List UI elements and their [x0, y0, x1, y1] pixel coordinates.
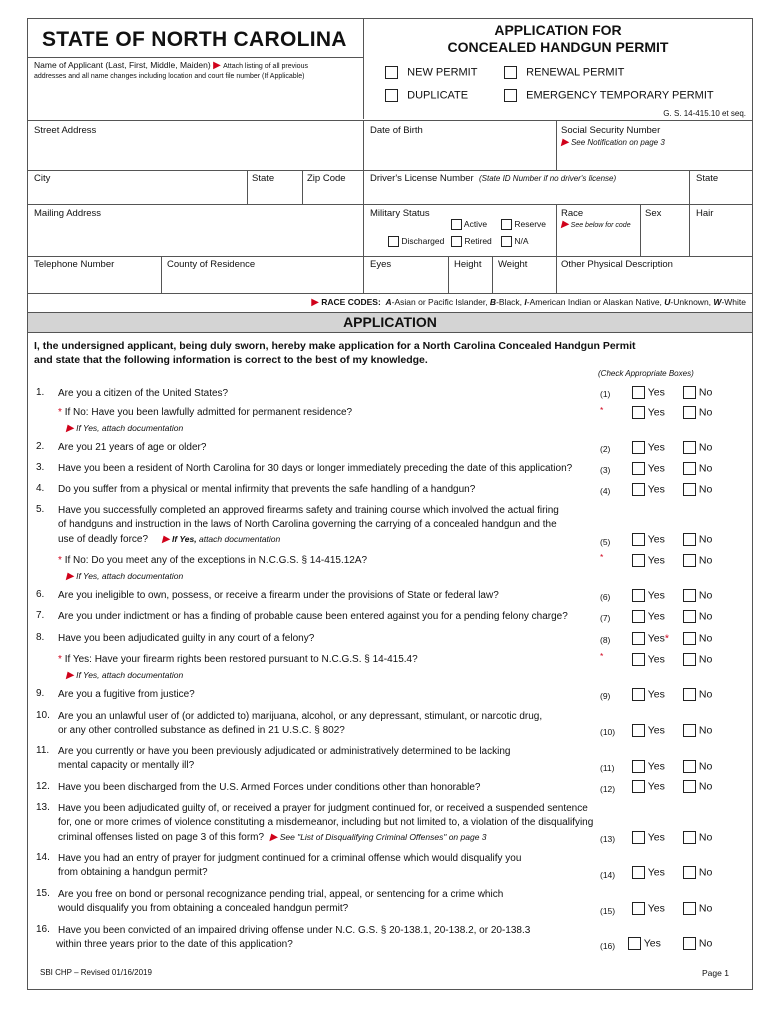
question-code: (3)	[600, 465, 611, 475]
question-code: *	[600, 651, 604, 661]
question-text: Have you had an entry of prayer for judgment continued for a criminal offense which would disqualify you	[58, 853, 522, 864]
checkbox[interactable]	[632, 589, 645, 602]
asterisk: *	[58, 555, 62, 566]
question-text: would disqualify you from obtaining a concealed handgun permit?	[58, 903, 349, 914]
question-code: (6)	[600, 592, 611, 602]
checkbox[interactable]	[632, 688, 645, 701]
checkbox[interactable]	[683, 462, 696, 475]
checkbox[interactable]	[683, 632, 696, 645]
grid-line	[689, 170, 690, 256]
sex-label: Sex	[645, 208, 662, 219]
grid-line	[302, 170, 303, 204]
checkbox[interactable]	[632, 724, 645, 737]
question-code: (2)	[600, 444, 611, 454]
checkbox[interactable]	[683, 610, 696, 623]
checkbox[interactable]	[683, 937, 696, 950]
question-text: * If Yes: Have your firearm rights been restored pursuant to N.C.G.S. § 14-415.4?	[58, 654, 418, 665]
question-text: mental capacity or mentally ill?	[58, 760, 195, 771]
no-option[interactable]: No	[683, 724, 712, 737]
checkbox[interactable]	[632, 632, 645, 645]
question-code: (14)	[600, 870, 616, 880]
grid-line	[363, 120, 364, 293]
mil-discharged[interactable]: Discharged	[388, 236, 444, 247]
question-code: (16)	[600, 941, 616, 951]
name-label: Name of Applicant (Last, First, Middle, Maiden) ▶ Attach listing of all previous	[34, 60, 308, 71]
grid-line	[448, 256, 449, 293]
intro-line1: I, the undersigned applicant, being duly sworn, hereby make application for a North Carolina Concealed Handgun Permit	[34, 340, 636, 352]
mil-reserve[interactable]: Reserve	[501, 219, 546, 230]
question-number: 13.	[36, 802, 50, 813]
permit-new[interactable]: NEW PERMIT	[385, 66, 477, 79]
yes-option[interactable]: Yes*	[632, 632, 669, 645]
ssn-label: Social Security Number	[561, 125, 661, 136]
question-number: 3.	[36, 462, 45, 473]
mailing-label: Mailing Address	[34, 208, 102, 219]
no-option[interactable]: No	[683, 554, 712, 567]
mil-retired[interactable]: Retired	[451, 236, 492, 247]
question-code: (13)	[600, 834, 616, 844]
checkbox[interactable]	[683, 386, 696, 399]
checkbox[interactable]	[632, 386, 645, 399]
other-desc-label: Other Physical Description	[561, 259, 673, 270]
no-option[interactable]: No	[683, 902, 712, 915]
intro-line2: and state that the following information is correct to the best of my knowledge.	[34, 354, 428, 366]
question-code: (4)	[600, 486, 611, 496]
checkbox[interactable]	[632, 483, 645, 496]
state-label: State	[252, 173, 275, 184]
name-note: addresses and all name changes including location and court file number (If Applicable)	[34, 73, 305, 80]
permit-emergency[interactable]: EMERGENCY TEMPORARY PERMIT	[504, 89, 714, 102]
no-option[interactable]: No	[683, 441, 712, 454]
checkbox[interactable]	[683, 554, 696, 567]
checkbox[interactable]	[632, 533, 645, 546]
question-code: (1)	[600, 389, 611, 399]
question-code: (12)	[600, 784, 616, 794]
question-code: (5)	[600, 537, 611, 547]
question-text: of handguns and instruction in the laws of North Carolina governing the carrying of a concealed handgun and the	[58, 519, 557, 530]
checkbox[interactable]	[683, 866, 696, 879]
yes-option[interactable]: Yes	[632, 688, 665, 701]
permit-duplicate[interactable]: DUPLICATE	[385, 89, 468, 102]
checkbox[interactable]	[683, 483, 696, 496]
question-text: Are you under indictment or has a finding of probable cause been entered against you for a pending felony charge?	[58, 611, 568, 622]
question-code: (10)	[600, 727, 616, 737]
checkbox[interactable]	[385, 89, 398, 102]
permit-renewal[interactable]: RENEWAL PERMIT	[504, 66, 624, 79]
checkbox[interactable]	[683, 688, 696, 701]
checkbox[interactable]	[632, 780, 645, 793]
checkbox[interactable]	[632, 760, 645, 773]
grid-line	[161, 256, 162, 293]
no-option[interactable]: No	[683, 760, 712, 773]
street-label: Street Address	[34, 125, 97, 136]
checkbox[interactable]	[632, 462, 645, 475]
checkbox[interactable]	[504, 89, 517, 102]
grid-line	[27, 170, 753, 171]
yes-option[interactable]: Yes	[632, 533, 665, 546]
city-label: City	[34, 173, 51, 184]
question-number: 10.	[36, 710, 50, 721]
no-option[interactable]: No	[683, 688, 712, 701]
yes-option[interactable]: Yes	[632, 386, 665, 399]
eyes-label: Eyes	[370, 259, 392, 270]
question-number: 2.	[36, 441, 45, 452]
question-text: Do you suffer from a physical or mental infirmity that prevents the safe handling of a handgun?	[58, 484, 476, 495]
checkbox[interactable]	[683, 533, 696, 546]
question-text: or any other controlled substance as defined in 21 U.S.C. § 802?	[58, 725, 345, 736]
asterisk: *	[58, 654, 62, 665]
asterisk: *	[58, 407, 62, 418]
hair-label: Hair	[696, 208, 714, 219]
revision-note: SBI CHP – Revised 01/16/2019	[40, 968, 152, 977]
ssn-note: ▶ See Notification on page 3	[561, 137, 665, 148]
arrow-icon: ▶	[66, 571, 74, 582]
no-option[interactable]: No	[683, 866, 712, 879]
question-number: 6.	[36, 589, 45, 600]
yes-option[interactable]: Yes	[628, 937, 661, 950]
yes-option[interactable]: Yes	[632, 902, 665, 915]
question-number: 16.	[36, 924, 50, 935]
no-option[interactable]: No	[683, 406, 712, 419]
grid-line	[27, 256, 753, 257]
question-number: 15.	[36, 888, 50, 899]
question-text: Have you been adjudicated guilty of, or received a prayer for judgment continued for, or received a suspended sentence	[58, 803, 588, 814]
question-text: Are you 21 years of age or older?	[58, 442, 207, 453]
attach-note: ▶ If Yes, attach documentation	[66, 423, 184, 434]
arrow-icon: ▶	[311, 297, 319, 308]
question-text: Have you successfully completed an approved firearms safety and training course which involved the actual firing	[58, 505, 559, 516]
arrow-icon: ▶	[561, 137, 569, 148]
race-label: Race	[561, 208, 584, 219]
question-code: (8)	[600, 635, 611, 645]
arrow-icon: ▶	[213, 60, 221, 71]
no-option[interactable]: No	[683, 483, 712, 496]
question-text: Are you an unlawful user of (or addicted to) marijuana, alcohol, or any depressant, stimulant, or narcotic drug,	[58, 711, 543, 722]
attach-note: ▶ If Yes, attach documentation	[66, 670, 184, 681]
dl-label: Driver's License Number (State ID Number if no driver's license)	[370, 173, 617, 184]
question-number: 5.	[36, 504, 45, 515]
yes-option[interactable]: Yes	[632, 406, 665, 419]
yes-option[interactable]: Yes	[632, 831, 665, 844]
zip-label: Zip Code	[307, 173, 346, 184]
asterisk: *	[664, 632, 669, 645]
no-option[interactable]: No	[683, 462, 712, 475]
question-text: Have you been a resident of North Carolina for 30 days or longer immediately preceding the date of this application?	[58, 463, 573, 474]
question-text: * If No: Have you been lawfully admitted for permanent residence?	[58, 407, 353, 418]
checkbox[interactable]	[683, 653, 696, 666]
grid-line	[27, 293, 753, 294]
attach-note: ▶ If Yes, attach documentation	[66, 571, 184, 582]
checkbox[interactable]	[632, 610, 645, 623]
checkbox[interactable]	[632, 866, 645, 879]
question-text: Are you free on bond or personal recognizance pending trial, appeal, or sentencing for a crime which	[58, 889, 504, 900]
checkbox[interactable]	[683, 902, 696, 915]
no-option[interactable]: No	[683, 831, 712, 844]
yes-option[interactable]: Yes	[632, 610, 665, 623]
checkbox[interactable]	[632, 831, 645, 844]
no-option[interactable]: No	[683, 780, 712, 793]
question-code: (9)	[600, 691, 611, 701]
mil-active[interactable]: Active	[451, 219, 487, 230]
state-title: STATE OF NORTH CAROLINA	[42, 28, 347, 51]
question-number: 9.	[36, 688, 45, 699]
no-option[interactable]: No	[683, 386, 712, 399]
grid-line	[640, 204, 641, 256]
checkbox[interactable]	[628, 937, 641, 950]
application-title: APPLICATION	[343, 314, 437, 330]
checkbox[interactable]	[501, 219, 512, 230]
phone-label: Telephone Number	[34, 259, 115, 270]
checkbox[interactable]	[632, 441, 645, 454]
grid-line	[556, 120, 557, 170]
question-number: 8.	[36, 632, 45, 643]
no-option[interactable]: No	[683, 610, 712, 623]
weight-label: Weight	[498, 259, 528, 270]
question-text: Have you been discharged from the U.S. Armed Forces under conditions other than honorable?	[58, 782, 481, 793]
yes-option[interactable]: Yes	[632, 653, 665, 666]
race-note: ▶ See below for code	[561, 219, 631, 230]
checkbox[interactable]	[632, 653, 645, 666]
yes-option[interactable]: Yes	[632, 866, 665, 879]
question-code: *	[600, 552, 604, 562]
checkbox[interactable]	[683, 589, 696, 602]
mil-na[interactable]: N/A	[501, 236, 529, 247]
header-rule	[27, 57, 363, 58]
height-label: Height	[454, 259, 482, 270]
yes-option[interactable]: Yes	[632, 724, 665, 737]
yes-option[interactable]: Yes	[632, 441, 665, 454]
grid-line	[247, 170, 248, 204]
question-code: (15)	[600, 906, 616, 916]
military-label: Military Status	[370, 208, 430, 219]
no-option[interactable]: No	[683, 632, 712, 645]
checkbox[interactable]	[683, 724, 696, 737]
yes-option[interactable]: Yes	[632, 554, 665, 567]
arrow-icon: ▶	[561, 219, 569, 230]
question-code: *	[600, 405, 604, 415]
checkbox[interactable]	[683, 406, 696, 419]
grid-line	[27, 204, 753, 205]
checkbox[interactable]	[683, 780, 696, 793]
question-number: 7.	[36, 610, 45, 621]
arrow-icon: ▶	[161, 534, 170, 545]
question-text: within three years prior to the date of this application?	[56, 939, 293, 950]
checkbox[interactable]	[683, 441, 696, 454]
checkbox[interactable]	[385, 66, 398, 79]
checkbox[interactable]	[683, 760, 696, 773]
question-number: 1.	[36, 387, 45, 398]
question-text: Are you currently or have you been previously adjudicated or administratively determined to be lacking	[58, 746, 511, 757]
checkbox[interactable]	[632, 554, 645, 567]
question-text: from obtaining a handgun permit?	[58, 867, 208, 878]
question-text: Are you a fugitive from justice?	[58, 689, 195, 700]
yes-option[interactable]: Yes	[632, 780, 665, 793]
question-text: use of deadly force? ▶ If Yes, attach documentation	[58, 534, 281, 545]
question-code: (7)	[600, 613, 611, 623]
question-number: 4.	[36, 483, 45, 494]
question-text: Have you been convicted of an impaired driving offense under N.C. G.S. § 20-138.1, 20-138.2, or 20-138.3	[58, 925, 531, 936]
question-text: Have you been adjudicated guilty in any court of a felony?	[58, 633, 315, 644]
question-number: 12.	[36, 781, 50, 792]
checkbox[interactable]	[388, 236, 399, 247]
checkbox[interactable]	[632, 406, 645, 419]
no-option[interactable]: No	[683, 653, 712, 666]
county-label: County of Residence	[167, 259, 256, 270]
grid-line	[27, 120, 753, 121]
checkbox[interactable]	[504, 66, 517, 79]
app-title-line2: CONCEALED HANDGUN PERMIT	[447, 39, 669, 55]
arrow-icon: ▶	[66, 423, 74, 434]
checkbox[interactable]	[451, 236, 462, 247]
race-codes: ▶ RACE CODES: A-Asian or Pacific Islander, B-Black, I-American Indian or Alaskan Native, U-Unknown, W-White	[311, 297, 746, 308]
question-text: * If No: Do you meet any of the exceptions in N.C.G.S. § 14-415.12A?	[58, 555, 368, 566]
checkbox[interactable]	[501, 236, 512, 247]
grid-line	[556, 204, 557, 293]
dob-label: Date of Birth	[370, 125, 423, 136]
question-text: for, one or more crimes of violence constituting a misdemeanor, including but not limited to, a violation of the disqualifying	[58, 817, 594, 828]
app-title-line1: APPLICATION FOR	[494, 22, 622, 38]
checkbox[interactable]	[632, 902, 645, 915]
yes-option[interactable]: Yes	[632, 589, 665, 602]
yes-option[interactable]: Yes	[632, 462, 665, 475]
question-number: 11.	[36, 745, 50, 756]
arrow-icon: ▶	[66, 670, 74, 681]
dl-state-label: State	[696, 173, 719, 184]
grid-line	[492, 256, 493, 293]
statute-ref: G. S. 14-415.10 et seq.	[663, 109, 746, 118]
question-number: 14.	[36, 852, 50, 863]
no-option[interactable]: No	[683, 533, 712, 546]
question-code: (11)	[600, 763, 615, 773]
arrow-icon: ▶	[269, 832, 278, 843]
question-text: Are you a citizen of the United States?	[58, 388, 229, 399]
checkbox[interactable]	[451, 219, 462, 230]
page-number: Page 1	[702, 968, 729, 978]
check-note: (Check Appropriate Boxes)	[598, 369, 694, 378]
no-option[interactable]: No	[683, 937, 712, 950]
yes-option[interactable]: Yes	[632, 760, 665, 773]
question-text: Are you ineligible to own, possess, or receive a firearm under the provisions of State or federal law?	[58, 590, 499, 601]
no-option[interactable]: No	[683, 589, 712, 602]
question-text: criminal offenses listed on page 3 of this form? ▶ See "List of Disqualifying Criminal Offenses" on page 3	[58, 832, 487, 843]
checkbox[interactable]	[683, 831, 696, 844]
yes-option[interactable]: Yes	[632, 483, 665, 496]
